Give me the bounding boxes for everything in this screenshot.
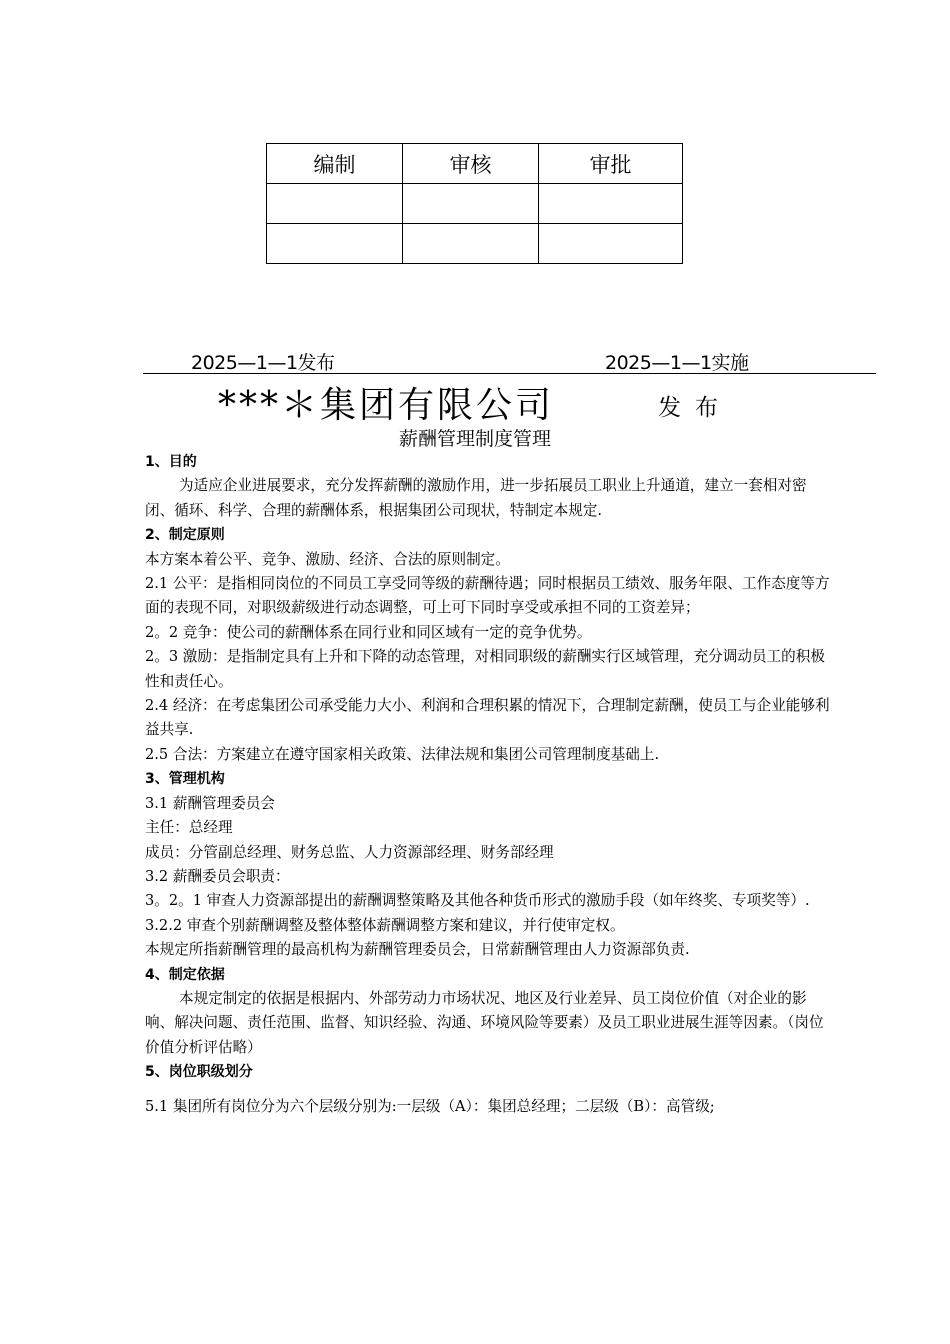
approval-cell [267,224,403,264]
effective-date: 2025—1—1实施 [605,352,749,374]
approval-row [267,224,683,264]
document-body [145,450,831,1119]
approval-cell [539,184,683,224]
header-compile: 编制 [267,144,403,184]
header-approve: 审批 [539,144,683,184]
company-name: ***＊集团有限公司 [218,385,555,426]
section-3-heading: 3、管理机构 [145,771,225,788]
approval-table [266,143,683,264]
approval-cell [267,184,403,224]
paragraph: 2.1 公平：是指相同岗位的不同员工享受同等级的薪酬待遇；同时根据员工绩效、服务年限、工作态度等方面的表现不同，对职级薪级进行动态调整，可上可下同时享受或承担不同的工资差异； [145,575,830,617]
approval-row [267,184,683,224]
approval-cell [403,224,539,264]
header-review: 审核 [403,144,539,184]
section-4-heading: 4、制定依据 [145,966,225,983]
paragraph: 2。3 激励：是指制定具有上升和下降的动态管理，对相同职级的薪酬实行区域管理，充分调动员工的积极性和责任心。 [145,648,825,690]
header-divider [143,373,876,374]
section-1-heading: 1、目的 [145,454,197,470]
paragraph: 本规定制定的依据是根据内、外部劳动力市场状况、地区及行业差异、员工岗位价值（对企业的影响、解决问题、责任范围、监督、知识经验、沟通、环境风险等要素）及员工职业进展生涯等因素。（岗位价值分析评估略） [145,989,824,1056]
approval-cell [403,184,539,224]
paragraph: 3.1 薪酬管理委员会 [145,794,276,812]
paragraph: 本规定所指薪酬管理的最高机构为薪酬管理委员会，日常薪酬管理由人力资源部负责. [145,941,690,959]
paragraph: 3.2.2 审查个别薪酬调整及整体整体薪酬调整方案和建议，并行使审定权。 [145,916,625,934]
paragraph: 2.4 经济：在考虑集团公司承受能力大小、利润和合理积累的情况下，合理制定薪酬，使员工与企业能够利益共享. [145,697,830,739]
paragraph: 3.2 薪酬委员会职责： [145,867,290,885]
paragraph: 主任：总经理 [145,819,233,837]
publish-date: 2025—1—1发布 [191,352,335,374]
section-5-heading: 5、岗位职级划分 [145,1064,253,1081]
paragraph: 2.5 合法：方案建立在遵守国家相关政策、法律法规和集团公司管理制度基础上. [145,745,660,763]
paragraph: 为适应企业进展要求，充分发挥薪酬的激励作用，进一步拓展员工职业上升通道，建立一套相对密闭、循环、科学、合理的薪酬体系，根据集团公司现状，特制定本规定. [145,477,807,519]
document-title: 薪酬管理制度管理 [398,428,551,450]
paragraph: 本方案本着公平、竞争、激励、经济、合法的原则制定。 [145,550,510,568]
approval-cell [539,224,683,264]
paragraph: 5.1 集团所有岗位分为六个层级分别为:一层级（A）：集团总经理；二层级（B）：高管级; [145,1097,715,1115]
publish-label: 发布 [658,395,732,421]
section-2-heading: 2、制定原则 [145,527,225,544]
paragraph: 成员：分管副总经理、财务总监、人力资源部经理、财务部经理 [145,843,554,861]
approval-header-row [267,144,683,184]
paragraph: 3。2。1 审查人力资源部提出的薪酬调整策略及其他各种货币形式的激励手段（如年终奖、专项奖等）. [145,892,810,910]
paragraph: 2。2 竞争：使公司的薪酬体系在同行业和同区域有一定的竞争优势。 [145,623,592,641]
